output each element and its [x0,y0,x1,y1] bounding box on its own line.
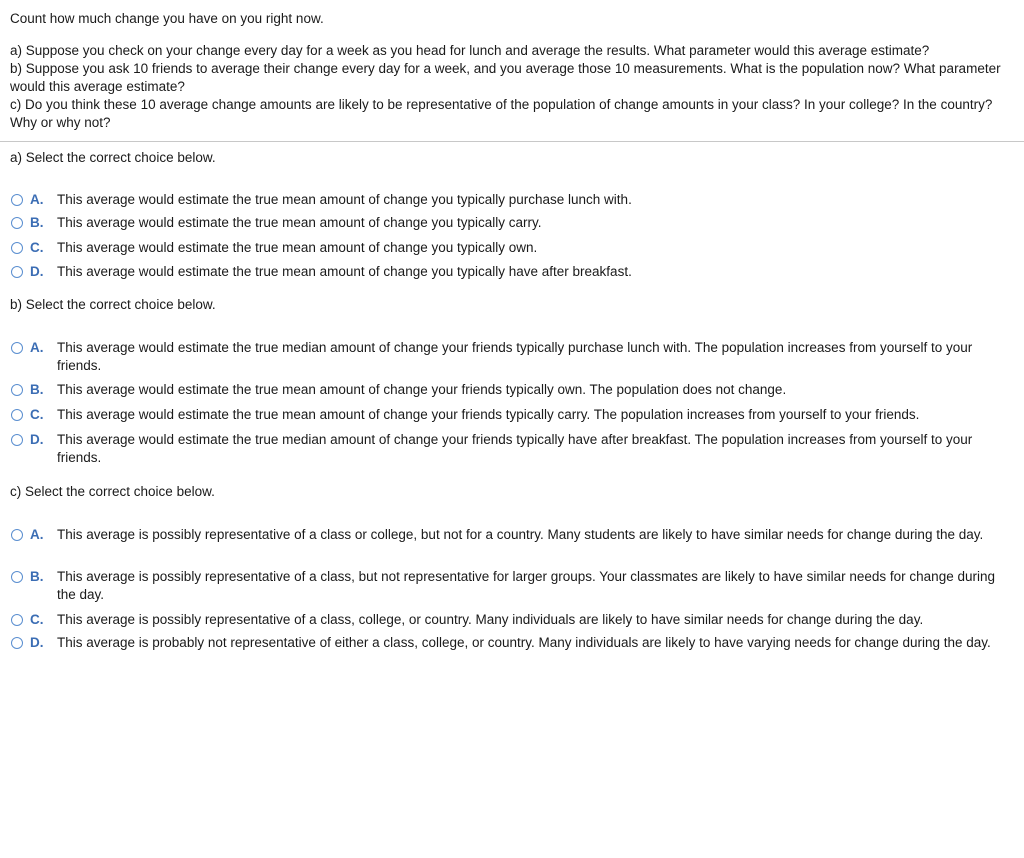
radio-button[interactable] [11,434,23,446]
choice-text: This average would estimate the true mean amount of change you typically own. [57,240,538,255]
choice-letter: D. [30,264,44,279]
intro-text: Count how much change you have on you right now. [10,11,324,26]
choice-a-D[interactable] [11,263,1016,281]
choice-letter: B. [30,382,44,397]
choice-c-A[interactable] [11,526,1016,544]
choice-b-B[interactable] [11,381,1016,399]
section-c-label: c) Select the correct choice below. [10,484,215,499]
choice-text: This average is possibly representative of a class, but not representative for larger groups. Your classmates are likely to have similar needs for change during the day. [57,569,995,602]
question-header [10,0,1018,132]
radio-button[interactable] [11,194,23,206]
choice-letter: A. [30,340,44,355]
choice-text: This average would estimate the true mean amount of change your friends typically carry. The population increases from yourself to your friends. [57,407,920,422]
choice-text: This average is probably not representative of either a class, college, or country. Many individuals are likely to have varying needs for change during the day. [57,635,991,650]
divider [0,141,1024,142]
choice-text: This average is possibly representative of a class or college, but not for a country. Many students are likely to have similar needs for change during the day. [57,527,984,542]
choice-letter: C. [30,240,44,255]
question-prompts [10,42,1020,132]
section-b-label: b) Select the correct choice below. [10,297,216,312]
radio-button[interactable] [11,242,23,254]
choice-text: This average is possibly representative of a class, college, or country. Many individuals are likely to have similar needs for change during the day. [57,612,924,627]
choice-b-D[interactable] [11,431,1016,467]
choice-c-B[interactable] [11,568,1016,604]
radio-button[interactable] [11,409,23,421]
radio-button[interactable] [11,637,23,649]
radio-button[interactable] [11,614,23,626]
choice-letter: B. [30,215,44,230]
choice-a-C[interactable] [11,239,1016,257]
choice-text: This average would estimate the true mean amount of change you typically purchase lunch with. [57,192,632,207]
section-a-label: a) Select the correct choice below. [10,150,216,165]
question-b-prompt: b) Suppose you ask 10 friends to average their change every day for a week, and you average those 10 measurements. What is the population now? What parameter would this average estimate? [10,61,1001,94]
question-c-prompt: c) Do you think these 10 average change amounts are likely to be representative of the population of change amounts in your class? In your college? In the country? Why or why not? [10,97,993,130]
radio-button[interactable] [11,529,23,541]
choice-a-A[interactable] [11,191,1016,209]
choice-text: This average would estimate the true mean amount of change you typically have after breakfast. [57,264,632,279]
choice-letter: D. [30,432,44,447]
choice-c-C[interactable] [11,611,1016,629]
choice-letter: B. [30,569,44,584]
choice-letter: D. [30,635,44,650]
choice-b-A[interactable] [11,339,1016,375]
choice-letter: A. [30,192,44,207]
choice-letter: C. [30,612,44,627]
choice-c-D[interactable] [11,634,1016,652]
choice-text: This average would estimate the true mean amount of change you typically carry. [57,215,542,230]
radio-button[interactable] [11,342,23,354]
radio-button[interactable] [11,217,23,229]
choice-letter: A. [30,527,44,542]
choice-b-C[interactable] [11,406,1016,424]
radio-button[interactable] [11,571,23,583]
choice-letter: C. [30,407,44,422]
radio-button[interactable] [11,266,23,278]
question-a-prompt: a) Suppose you check on your change every day for a week as you head for lunch and average the results. What parameter would this average estimate? [10,43,930,58]
radio-button[interactable] [11,384,23,396]
choice-text: This average would estimate the true median amount of change your friends typically purchase lunch with. The population increases from yourself to your friends. [57,340,973,373]
choice-a-B[interactable] [11,214,1016,232]
choice-text: This average would estimate the true median amount of change your friends typically have after breakfast. The population increases from yourself to your friends. [57,432,973,465]
choice-text: This average would estimate the true mean amount of change your friends typically own. The population does not change. [57,382,787,397]
